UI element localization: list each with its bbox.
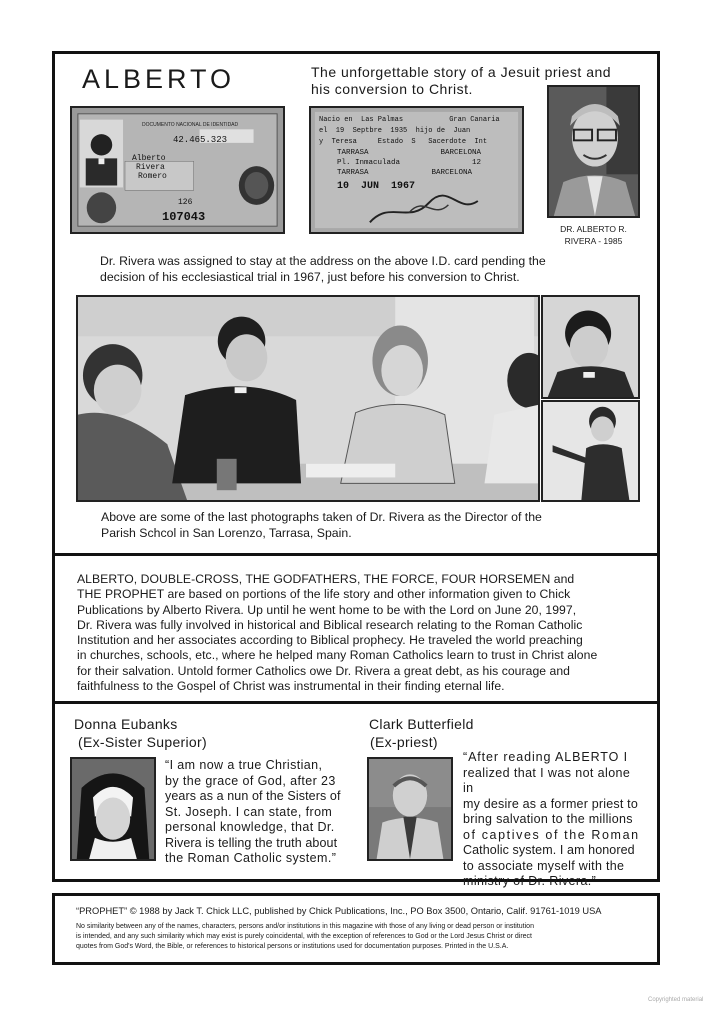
id-front-number: 42.465.323 xyxy=(173,135,228,145)
id-front-header: DOCUMENTO NACIONAL DE IDENTIDAD xyxy=(142,122,239,128)
id-card-back-photo xyxy=(309,106,524,234)
side-photo-bottom-graphic xyxy=(543,402,638,500)
quote-line: years as a nun of the Sisters of xyxy=(165,789,341,803)
paragraph-line: Dr. Rivera was fully involved in historical and Biblical research relating to the Roman Catholic xyxy=(77,617,583,632)
testimonial-left-name: Donna Eubanks xyxy=(74,716,178,732)
page-title: ALBERTO xyxy=(82,64,236,94)
quote-line: Rivera is telling the truth about xyxy=(165,835,338,850)
testimonial-right-quote xyxy=(463,750,643,890)
quote-line: realized that I was not alone in xyxy=(463,765,631,795)
butterfield-photo-graphic xyxy=(369,759,451,859)
copyright-watermark: Copyrighted material xyxy=(648,997,704,1003)
paragraph-line: Publications by Alberto Rivera. Up until he went home to be with the Lord on June 20, 1997, xyxy=(77,602,577,617)
portrait-caption-line-2: RIVERA - 1985 xyxy=(564,236,623,246)
rivera-portrait-photo xyxy=(547,85,640,218)
paragraph-line: faithfulness to the Gospel of Christ was instrumental in their finding eternal life. xyxy=(77,679,505,694)
paragraph-line: Institution and her associates according to Biblical prophecy. He traveled the world preaching xyxy=(77,633,583,648)
id-back-line-4: TARRASA BARCELONA xyxy=(337,149,482,157)
id-note-line-1: Dr. Rivera was assigned to stay at the address on the above I.D. card pending the xyxy=(100,254,546,268)
portrait-caption-line-1: DR. ALBERTO R. xyxy=(560,224,627,234)
testimonial-left-quote xyxy=(165,758,343,867)
id-back-line-2: el 19 Septbre 1935 hijo de Juan xyxy=(319,127,471,135)
testimonial-right-name: Clark Butterfield xyxy=(369,716,474,732)
eubanks-photo-graphic xyxy=(72,759,154,859)
id-front-name-3: Romero xyxy=(138,172,167,181)
paragraph-line: for their salvation. Untold former Catholics owe Dr. Rivera a great debt, as his courage and xyxy=(77,663,571,678)
eubanks-photo xyxy=(70,757,156,861)
quote-line: my desire as a former priest to xyxy=(463,796,639,811)
paragraph-line: THE PROPHET are based on portions of the life story and other information given to Chick xyxy=(77,587,571,602)
quote-line: by the grace of God, after 23 xyxy=(165,773,336,788)
footer-disclaimer-line-2: is intended, and any such similarity which may exist is purely coincidental, with the exception of references to God or the Lord Jesus Christ or direct xyxy=(76,933,532,940)
quote-line: personal knowledge, that Dr. xyxy=(165,820,335,834)
id-back-line-3: y Teresa Estado S Sacerdote Int xyxy=(319,138,488,146)
quote-line: the Roman Catholic system.” xyxy=(165,851,337,865)
subtitle-line-1: The unforgettable story of a Jesuit priest and xyxy=(311,64,612,80)
id-front-serial: 107043 xyxy=(162,210,206,224)
id-front-name-1: Alberto xyxy=(132,154,166,163)
testimonial-right-role: (Ex-priest) xyxy=(370,734,438,750)
paragraph-line: in churches, schools, etc., where he helped many Roman Catholics learn to trust in Christ alone xyxy=(77,648,598,663)
photos-caption-line-2: Parish Schcol in San Lorenzo, Tarrasa, Spain. xyxy=(101,526,352,540)
group-photo-graphic xyxy=(78,297,538,500)
quote-line: to associate myself with the xyxy=(463,858,625,873)
footer-disclaimer-line-3: quotes from God's Word, the Bible, or references to historical persons or institutions used for documentation purposes. Printed in the U.S.A. xyxy=(76,943,509,950)
quote-line: Catholic system. I am honored xyxy=(463,843,635,857)
photos-caption-line-1: Above are some of the last photographs taken of Dr. Rivera as the Director of the xyxy=(101,510,542,524)
id-back-line-1: Nacio en Las Palmas Gran Canaria xyxy=(319,116,500,124)
quote-line: bring salvation to the millions xyxy=(463,812,633,826)
id-note-line-2: decision of his ecclesiastical trial in 1967, just before his conversion to Christ. xyxy=(100,270,520,284)
group-photo xyxy=(76,295,540,502)
side-photo-top-graphic xyxy=(543,297,638,397)
footer-disclaimer-line-1: No similarity between any of the names, characters, persons and/or institutions in this magazine with those of any living or dead person or institution xyxy=(76,923,534,930)
rivera-portrait-graphic xyxy=(549,87,638,216)
id-back-line-7: 10 JUN 1967 xyxy=(337,181,416,192)
footer-copyright: “PROPHET” © 1988 by Jack T. Chick LLC, published by Chick Publications, Inc., PO Box 3500, Ontario, Calif. 91761-1019 USA xyxy=(76,906,602,916)
quote-line: “After reading ALBERTO I xyxy=(463,750,628,764)
side-photo-bottom xyxy=(541,400,640,502)
quote-line: St. Joseph. I can state, from xyxy=(165,804,333,819)
butterfield-photo xyxy=(367,757,453,861)
divider-2 xyxy=(52,701,660,704)
quote-line: “I am now a true Christian, xyxy=(165,758,323,772)
id-front-name-2: Rivera xyxy=(136,163,165,172)
subtitle-line-2: his conversion to Christ. xyxy=(311,81,473,97)
id-back-line-6: TARRASA BARCELONA xyxy=(337,169,473,177)
id-card-front-photo xyxy=(70,106,285,234)
id-front-code: 126 xyxy=(178,198,193,207)
side-photo-top xyxy=(541,295,640,399)
quote-line: ministry of Dr. Rivera.” xyxy=(463,874,597,888)
testimonial-left-role: (Ex-Sister Superior) xyxy=(78,734,207,750)
id-back-line-5: Pl. Inmaculada 12 xyxy=(337,159,482,167)
paragraph-line: ALBERTO, DOUBLE-CROSS, THE GODFATHERS, THE FORCE, FOUR HORSEMEN and xyxy=(77,572,575,586)
history-paragraph xyxy=(77,572,647,694)
quote-line: of captives of the Roman xyxy=(463,827,640,842)
divider-1 xyxy=(52,553,660,556)
